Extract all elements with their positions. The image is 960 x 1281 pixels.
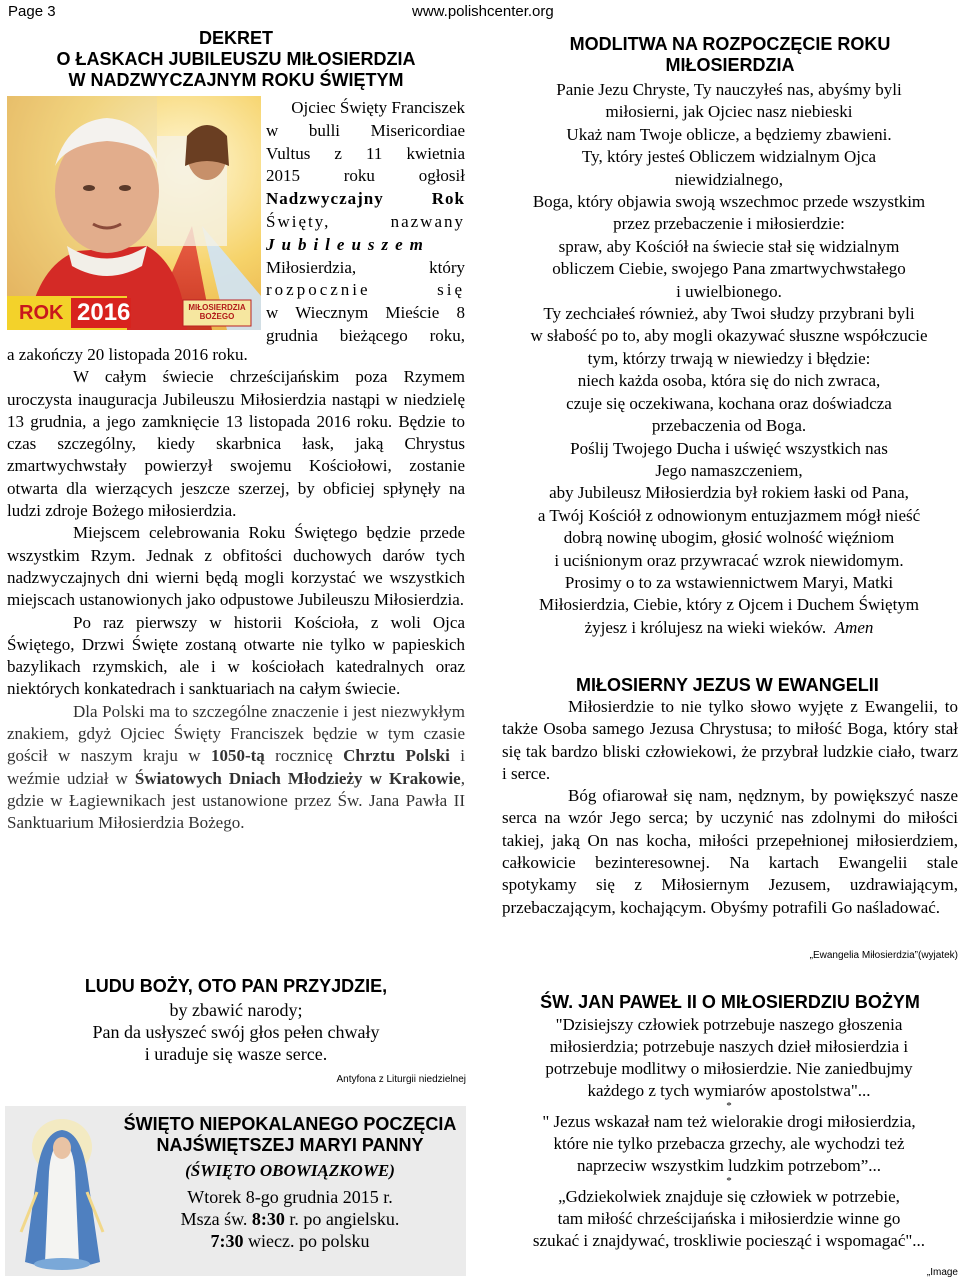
decree-wrap-line: Miłosierdzia, który (266, 257, 465, 277)
decree-body (7, 344, 465, 835)
prayer-line: dobrą nowinę ubogim, głosić wolność więźniom (563, 528, 895, 548)
antiphon-line: by zbawić narody; (169, 1000, 303, 1020)
prayer-line: i uciśnionym oraz przywracać wzrok niewidomym. (554, 550, 904, 570)
feast-title (115, 1114, 465, 1156)
feast-mass-suffix: wiecz. po polsku (243, 1231, 370, 1251)
feast-mass-english (115, 1208, 465, 1230)
jp2-quote-line: które nie tylko przebacza grzechy, ale wychodzi też (553, 1134, 905, 1153)
jp2-quote-line: potrzebuje modlitwy o miłosierdzie. Nie zaniedbujmy (545, 1059, 913, 1078)
image-badge-line: BOŻEGO (199, 312, 235, 321)
prayer-line: Prosimy o to za wstawiennictwem Maryi, Matki (564, 572, 894, 592)
prayer-title-line: MIŁOSIERDZIA (665, 55, 795, 75)
feast-mass-time: 7:30 (210, 1231, 244, 1251)
prayer-line: niewidzialnego, (674, 169, 784, 189)
virgin-mary-illustration (15, 1112, 110, 1272)
decree-paragraph: W całym świecie chrześcijańskim poza Rzymem uroczysta inauguracja Jubileuszu Miłosierdzia nastąpi w niedzielę 13 grudnia, a jego zamknięcie 13 listopada 2016 roku. Będzie to czas szczególny, kiedy skarbnica łask, jaką Chrystus zmartwychwstały powierzył swojemu Kościołowi, zostanie otwarta dla wierzących jeszcze szerzej, by obficiej spłynęły na ludzi zdroje Bożego miłosierdzia. (7, 367, 465, 521)
prayer-line: tym, którzy trwają w niewiedzy i błędzie: (587, 348, 871, 368)
jp2-quote-line: naprzeciw wszystkim ludzkim potrzebom”... (576, 1156, 882, 1175)
decree-line-after: a zakończy 20 listopada 2016 roku. (7, 345, 248, 364)
decree-wrap-line: w bulli Misericordiae (266, 120, 465, 140)
feast-title-line: NAJŚWIĘTSZEJ MARYI PANNY (156, 1135, 424, 1155)
decree-bold: Chrztu Polski (343, 746, 450, 766)
feast-date: Wtorek 8-go grudnia 2015 r. (187, 1187, 393, 1207)
image-year: 2016 (77, 299, 131, 326)
prayer-line: Miłosierdzia, Ciebie, który z Ojcem i Duchem Świętym (538, 595, 920, 615)
prayer-line: Boga, który objawia swoją wszechmoc przede wszystkim (532, 192, 926, 212)
decree-title-line: O ŁASKACH JUBILEUSZU MIŁOSIERDZIA (56, 49, 416, 69)
jp2-quote-line: " Jezus wskazał nam też wielorakie drogi miłosierdzia, (542, 1112, 916, 1131)
decree-wrap-line: grudnia bieżącego roku, (266, 325, 465, 345)
jp2-quotes (496, 1014, 960, 1252)
prayer-line: obliczem Ciebie, swojego Pana zmartwychwstałego (552, 259, 906, 279)
prayer-title (500, 34, 960, 76)
prayer-line: w słabość po to, aby mogli okazywać słuszne współczucie (530, 326, 928, 346)
prayer-last-line (496, 617, 960, 639)
prayer-line: miłosierni, jak Ojciec nasz niebieski (605, 102, 853, 122)
decree-wrap-line: 2015 roku ogłosił (266, 166, 465, 186)
prayer-line: przebaczenia od Boga. (651, 416, 807, 436)
prayer-title-line: MODLITWA NA ROZPOCZĘCIE ROKU (569, 34, 891, 54)
decree-wrap-line: Jubileuszem (266, 234, 430, 254)
prayer-text (496, 79, 960, 639)
decree-wrap-line: Nadzwyczajny Rok (266, 189, 465, 209)
gospel-body (502, 696, 958, 919)
prayer-line: żyjesz i królujesz na wieki wieków. (584, 617, 827, 637)
decree-text: Dla Polski ma to szczególne znaczenie i jest niezwykłym znakiem, gdyż Ojciec Święty Franciszek będzie w tym czasie gościł w naszym kraju w (7, 701, 465, 766)
jp2-source: „Image (926, 1267, 958, 1278)
jp2-separator: * (726, 1100, 732, 1112)
image-badge (186, 303, 248, 321)
jp2-quote-line: "Dzisiejszy człowiek potrzebuje naszego głoszenia (555, 1015, 903, 1034)
virgin-mary-image (15, 1112, 110, 1272)
antiphon-title: LUDU BOŻY, OTO PAN PRZYJDZIE, (84, 976, 388, 996)
antiphon-source: Antyfona z Liturgii niedzielnej (336, 1074, 466, 1085)
gospel-source: „Ewangelia Miłosierdzia”(wyjatek) (809, 950, 958, 961)
jp2-quote-line: każdego z tych wymiarów apostolstwa"... (587, 1081, 871, 1100)
decree-intro-wrap (266, 97, 465, 348)
gospel-title: MIŁOSIERNY JEZUS W EWANGELII (576, 675, 879, 695)
jp2-title: ŚW. JAN PAWEŁ II O MIŁOSIERDZIU BOŻYM (540, 992, 920, 1012)
decree-text: , gdzie w Łagiewnikach jest ustanowione przez Św. Jana Pawła II Sanktuarium Miłosierdzia Bożego. (7, 768, 465, 833)
feast-box (5, 1106, 466, 1276)
decree-text: rocznicę (264, 746, 344, 766)
prayer-line: Panie Jezu Chryste, Ty nauczyłeś nas, abyśmy byli (556, 80, 902, 99)
decree-wrap-line: w Wiecznym Mieście 8 (266, 303, 465, 323)
prayer-line: Poślij Twojego Ducha i uświęć wszystkich nas (570, 438, 888, 458)
page-number: Page 3 (8, 3, 56, 20)
prayer-line: przez przebaczenie i miłosierdzie: (613, 214, 845, 234)
jp2-quote-line: tam miłość chrześcijańska i miłosierdzie winne go (557, 1209, 901, 1228)
prayer-line: czuje się oczekiwana, kochana oraz doświadcza (566, 393, 892, 413)
image-badge-line: MIŁOSIERDZIA (188, 303, 246, 312)
antiphon (0, 976, 472, 1065)
feast-mass-prefix: Msza św. (180, 1209, 252, 1229)
jp2-separator: * (726, 1175, 732, 1187)
decree-wrap-line: Vultus z 11 kwietnia (266, 143, 465, 163)
gospel-paragraph: Miłosierdzie to nie tylko słowo wyjęte z Ewangelii, to także Osoba samego Jezusa Chrystusa; to miłość Boga, który stał się tak bardzo bliski człowiekowi, że przybrał ludzkie ciało, twarz i serce. (502, 697, 958, 783)
decree-paragraph: Po raz pierwszy w historii Kościoła, z woli Ojca Świętego, Drzwi Święte zostaną otwarte nie tylko w papieskich bazylikach rzymskich, ale i w kościołach katedralnych oraz niektórych konkatedrach i sanktuariach na całym świecie. (7, 612, 465, 699)
feast-mass-polish (115, 1230, 465, 1252)
image-year-label: ROK (19, 302, 64, 324)
prayer-line: Ty, który jesteś Obliczem widzialnym Ojca (581, 147, 877, 167)
site-url[interactable]: www.polishcenter.org (412, 3, 554, 20)
decree-wrap-line: rozpocznie się (266, 280, 465, 300)
jp2-quote-line: „Gdziekolwiek znajduje się człowiek w potrzebie, (558, 1187, 900, 1206)
antiphon-line: i uraduje się wasze serce. (144, 1044, 328, 1064)
antiphon-line: Pan da usłyszeć swój głos pełen chwały (92, 1022, 380, 1042)
feast-mass-time: 8:30 (251, 1209, 285, 1229)
feast-mass-suffix: r. po angielsku. (284, 1209, 400, 1229)
decree-paragraph: Miejscem celebrowania Roku Świętego będzie przede wszystkim Rzym. Jednak z obfitości duchowych darów tych nadzwyczajnych dni wierni będą mogli korzystać we wszystkich miejscach ustanowionych jako odpustowe Jubileuszu Miłosierdzia. (7, 523, 465, 610)
jp2-quote-line: szukać i znajdywać, troskliwie pociesząć i wspomagać"... (532, 1231, 926, 1250)
prayer-line: aby Jubileusz Miłosierdzia był rokiem łaski od Pana, (549, 483, 909, 503)
decree-wrap-line: Święty, nazwany (266, 211, 465, 231)
prayer-line: Ty zechciałeś również, aby Twoi słudzy przybrani byli (543, 304, 915, 324)
decree-title (0, 28, 472, 91)
prayer-line: a Twój Kościół z odnowionym entuzjazmem mógł nieść (537, 505, 921, 525)
decree-title-line: W NADZWYCZAJNYM ROKU ŚWIĘTYM (68, 70, 404, 90)
gospel-paragraph: Bóg ofiarował się nam, nędznym, by powiększyć nasze serca na wzór Jego serca; by uczynić nas zdolnymi do miłości takiej, jaką On nas kocha, miłości przepełnionej miłosierdziem, całkowicie bezinteresownej. Na kartach Ewangelii stale spotykamy się z Miłosiernym Jezusem, uzdrawiającym, przebaczającym, kochającym. Obyśmy potrafili Go naśladować. (502, 786, 958, 917)
pope-divine-mercy-image (7, 96, 261, 330)
prayer-line: Jego namaszczeniem, (655, 460, 803, 480)
feast-subtitle: (ŚWIĘTO OBOWIĄZKOWE) (185, 1161, 395, 1180)
decree-text: i weźmie udział w (7, 746, 465, 788)
decree-bold: Światowych Dniach Młodzieży w Krakowie (134, 768, 461, 788)
prayer-line: i uwielbionego. (676, 281, 782, 301)
prayer-amen: Amen (834, 617, 874, 637)
decree-paragraph-poland (7, 701, 465, 835)
jp2-quote-line: miłosierdzia; potrzebuje naszych dzieł miłosierdzia i (549, 1037, 909, 1056)
pope-divine-mercy-illustration (7, 96, 261, 330)
prayer-line: niech każda osoba, która się do nich zwraca, (577, 371, 881, 391)
decree-wrap-line: Ojciec Święty Franciszek (291, 98, 465, 117)
prayer-line: Ukaż nam Twoje oblicze, a będziemy zbawieni. (566, 124, 892, 144)
prayer-line: spraw, aby Kościół na świecie stał się widzialnym (558, 236, 900, 256)
feast-title-line: ŚWIĘTO NIEPOKALANEGO POCZĘCIA (123, 1114, 457, 1134)
decree-bold: 1050-tą (210, 746, 265, 766)
decree-title-line: DEKRET (198, 28, 273, 48)
